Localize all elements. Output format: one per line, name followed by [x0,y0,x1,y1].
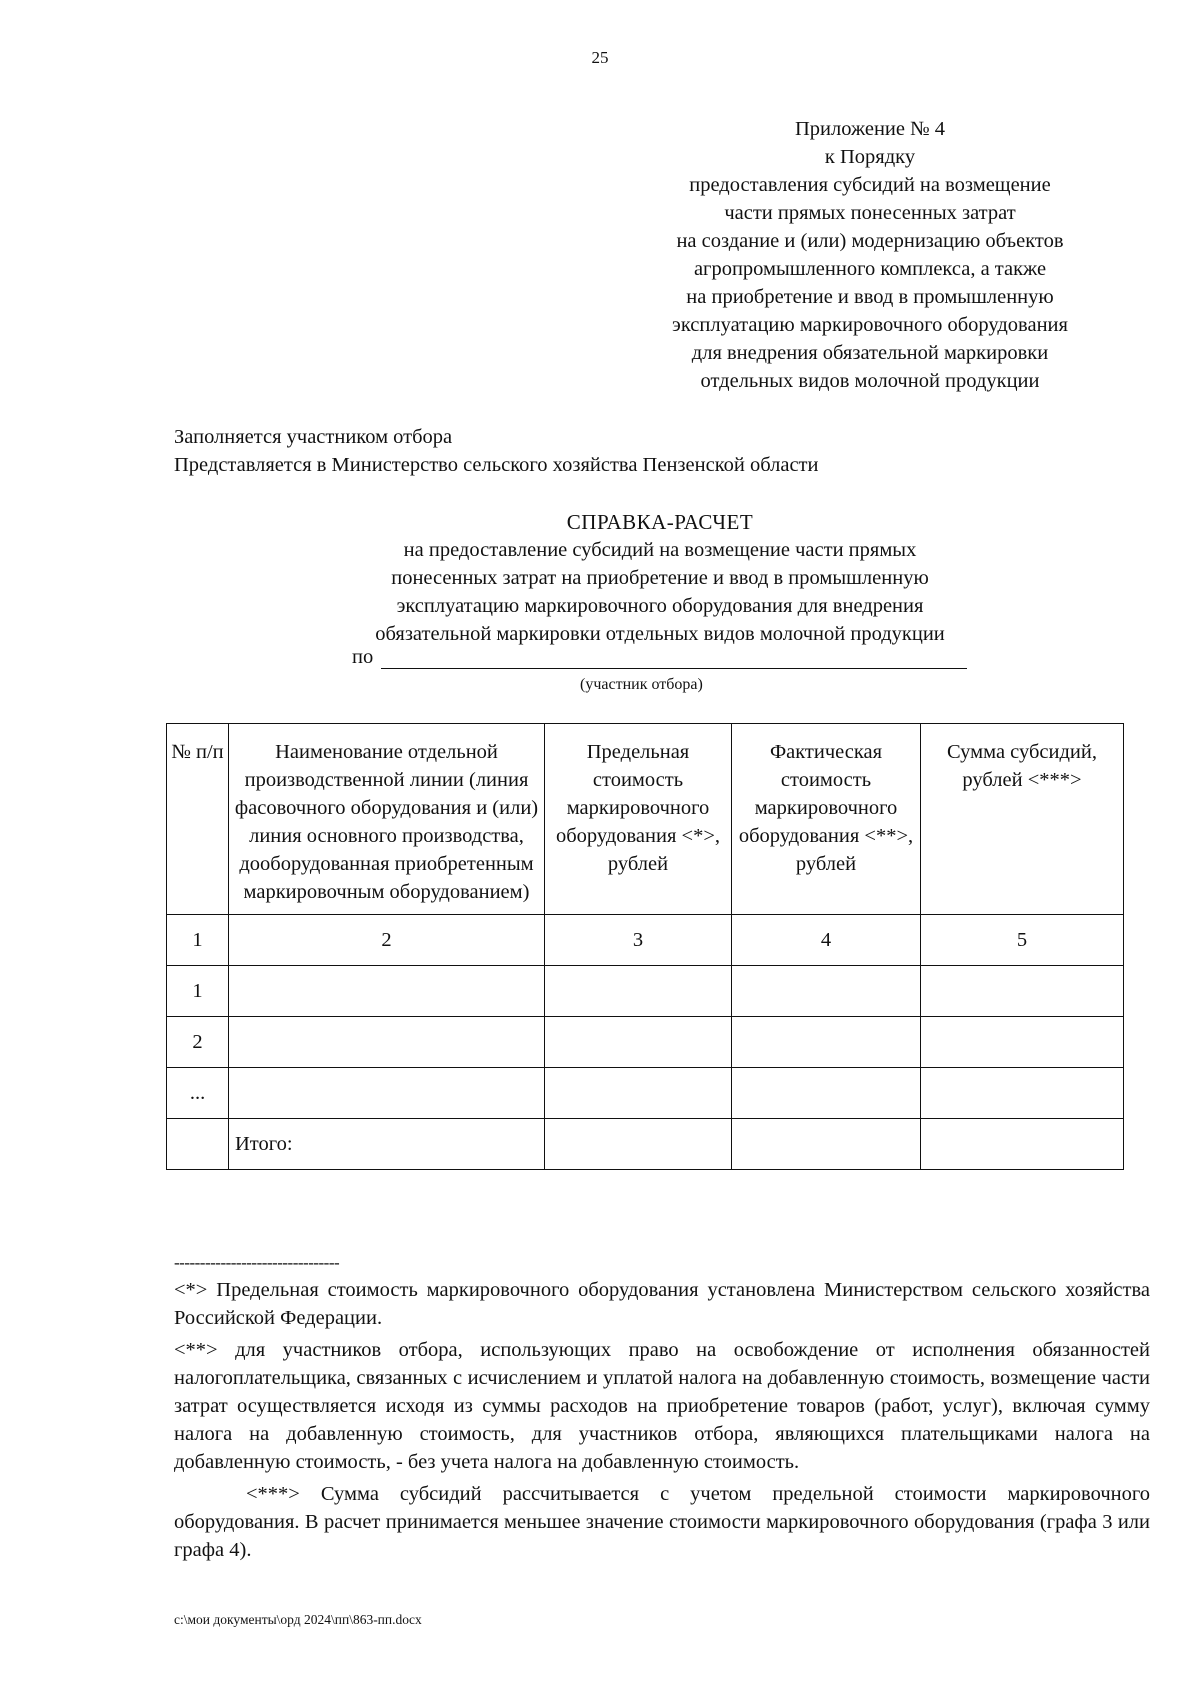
cell-actual-cost[interactable] [732,966,921,1017]
appendix-line: для внедрения обязательной маркировки [691,342,1049,364]
column-numbers-row [167,915,1124,966]
footnote-3: <***> Сумма субсидий рассчитывается с учетом предельной стоимости маркировочного оборудования. В расчет принимается меньшее значение стоимости маркировочного оборудования (графа 3 или графа 4). [174,1483,1150,1561]
file-path: c:\мои документы\орд 2024\пп\863-пп.docx [174,1612,422,1627]
appendix-line: предоставления субсидий на возмещение [689,174,1051,196]
cell-subsidy-sum[interactable] [921,1017,1124,1068]
footnote-2: <**> для участников отбора, использующих право на освобождение от исполнения обязанностей налогоплательщика, связанных с исчислением и уплатой налога на добавленную стоимость, возмещение части затрат осуществляется исходя из суммы расходов на приобретение товаров (работ, услуг), включая сумму налога на добавленную стоимость, для участников отбора, являющихся плательщиками налога на добавленную стоимость, - без учета налога на добавленную стоимость. [174,1339,1150,1473]
footnote-1: <*> Предельная стоимость маркировочного оборудования установлена Министерством сельского хозяйства Российской Федерации. [174,1279,1150,1329]
table-row [167,966,1124,1017]
appendix-line: на создание и (или) модернизацию объектов [676,230,1064,252]
cell-max-cost[interactable] [545,1068,732,1119]
cell-subsidy-sum[interactable] [921,1068,1124,1119]
cell-actual-cost[interactable] [732,1068,921,1119]
appendix-line: к Порядку [824,146,916,168]
total-actual-cost[interactable] [732,1119,921,1170]
row-number: ... [167,1068,229,1119]
cell-line-name[interactable] [229,1017,545,1068]
certificate-subtitle-line: эксплуатацию маркировочного оборудования для внедрения [396,595,924,617]
total-label: Итого: [229,1119,545,1170]
table-row [167,1068,1124,1119]
calculation-table [166,723,1124,1170]
table-row [167,1017,1124,1068]
cell-max-cost[interactable] [545,966,732,1017]
participant-caption: (участник отбора) [580,676,703,693]
cell-max-cost[interactable] [545,1017,732,1068]
appendix-line: эксплуатацию маркировочного оборудования [672,314,1068,336]
header-subsidy-sum: Сумма субсидий, рублей <***> [921,724,1124,915]
participant-label: по [352,646,374,668]
certificate-heading [300,508,1020,648]
appendix-header [620,115,1120,395]
total-max-cost[interactable] [545,1119,732,1170]
fill-note-line2: Представляется в Министерство сельского хозяйства Пензенской области [174,454,819,476]
footnote-separator: -------------------------------- [174,1253,340,1272]
header-actual-cost: Фактическая стоимость маркировочного оборудования <**>, рублей [732,724,921,915]
header-number: № п/п [167,724,229,915]
participant-field [352,646,967,669]
certificate-subtitle-line: понесенных затрат на приобретение и ввод в промышленную [391,567,929,589]
table-total-row [167,1119,1124,1170]
column-number: 5 [921,915,1124,966]
certificate-title: СПРАВКА-РАСЧЕТ [566,510,754,534]
certificate-subtitle-line: обязательной маркировки отдельных видов молочной продукции [375,623,945,645]
certificate-subtitle-line: на предоставление субсидий на возмещение части прямых [403,539,917,561]
appendix-line: Приложение № 4 [794,118,946,140]
cell-actual-cost[interactable] [732,1017,921,1068]
cell-line-name[interactable] [229,966,545,1017]
appendix-line: отдельных видов молочной продукции [700,370,1040,392]
header-max-cost: Предельная стоимость маркировочного оборудования <*>, рублей [545,724,732,915]
page-number: 25 [591,48,609,67]
table-header-row [167,724,1124,915]
column-number: 1 [167,915,229,966]
column-number: 4 [732,915,921,966]
column-number: 2 [229,915,545,966]
cell-line-name[interactable] [229,1068,545,1119]
row-number: 1 [167,966,229,1017]
total-subsidy-sum[interactable] [921,1119,1124,1170]
total-number-cell [167,1119,229,1170]
footnotes [174,1276,1150,1568]
appendix-line: агропромышленного комплекса, а также [693,258,1047,280]
header-line-name: Наименование отдельной производственной линии (линия фасовочного оборудования и (или) линия основного производства, дооборудованная приобретенным маркировочным оборудованием) [229,724,545,915]
cell-subsidy-sum[interactable] [921,966,1124,1017]
appendix-line: части прямых понесенных затрат [724,202,1016,224]
participant-input-line[interactable] [381,650,967,669]
row-number: 2 [167,1017,229,1068]
fill-note [174,423,818,479]
fill-note-line1: Заполняется участником отбора [174,426,453,448]
column-number: 3 [545,915,732,966]
appendix-line: на приобретение и ввод в промышленную [686,286,1054,308]
